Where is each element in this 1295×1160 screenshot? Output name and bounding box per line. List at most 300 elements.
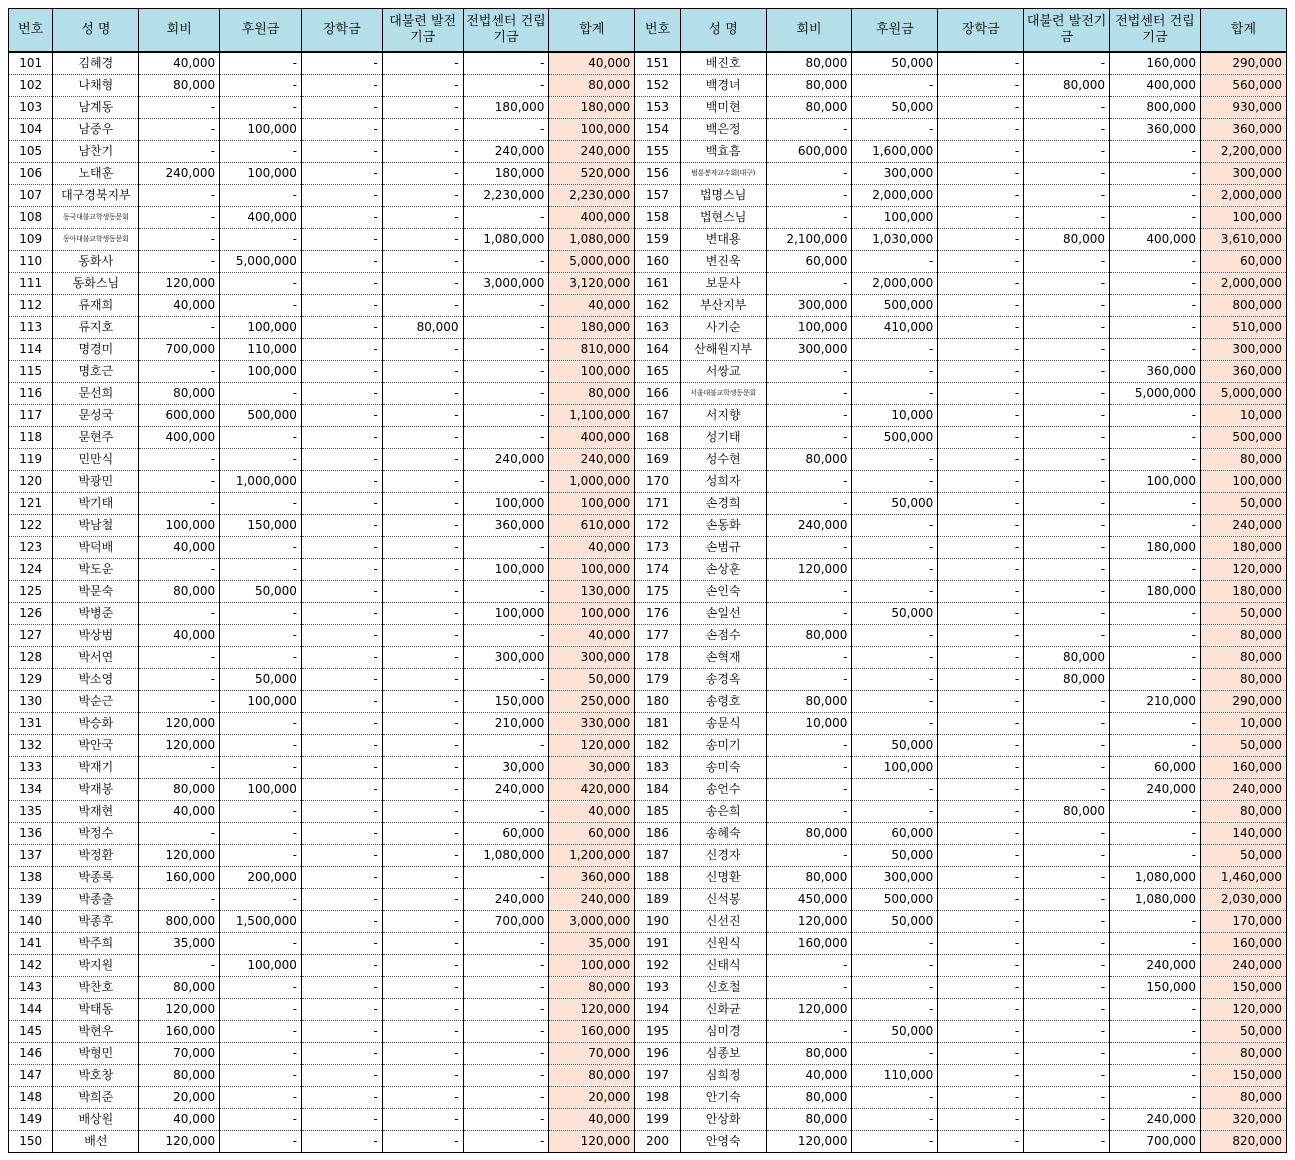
right-donation-amount: -: [852, 801, 938, 823]
right-row-number: 188: [635, 867, 680, 889]
left-kubf-fund-amount: -: [382, 713, 463, 735]
left-scholarship-amount: -: [301, 933, 382, 955]
left-center-fund-amount: -: [463, 735, 549, 757]
left-kubf-fund-amount: -: [382, 405, 463, 427]
right-member-name: 백경녀: [680, 75, 766, 97]
left-kubf-fund-amount: -: [382, 185, 463, 207]
left-member-name: 배선: [53, 1131, 139, 1153]
left-dues-amount: 160,000: [139, 867, 220, 889]
right-member-name: 배진호: [680, 52, 766, 75]
right-header-total: 합계: [1200, 9, 1286, 53]
right-scholarship-amount: -: [938, 1065, 1024, 1087]
left-scholarship-amount: -: [301, 845, 382, 867]
table-row: [9, 1131, 1287, 1153]
right-center-fund-amount: 400,000: [1110, 229, 1201, 251]
right-header-no: 번호: [635, 9, 680, 53]
left-member-name: 박종후: [53, 911, 139, 933]
right-total-amount: 2,030,000: [1200, 889, 1286, 911]
left-scholarship-amount: -: [301, 273, 382, 295]
right-center-fund-amount: -: [1110, 1065, 1201, 1087]
header-row: [9, 9, 1287, 53]
left-center-fund-amount: 300,000: [463, 647, 549, 669]
table-row: [9, 889, 1287, 911]
right-dues-amount: 80,000: [766, 867, 852, 889]
right-member-name: 변진욱: [680, 251, 766, 273]
right-member-name: 신화균: [680, 999, 766, 1021]
right-row-number: 192: [635, 955, 680, 977]
right-donation-amount: -: [852, 449, 938, 471]
right-row-number: 171: [635, 493, 680, 515]
right-total-amount: 560,000: [1200, 75, 1286, 97]
right-member-name: 신원식: [680, 933, 766, 955]
left-dues-amount: -: [139, 141, 220, 163]
left-center-fund-amount: 1,080,000: [463, 229, 549, 251]
right-row-number: 184: [635, 779, 680, 801]
right-donation-amount: -: [852, 471, 938, 493]
table-row: [9, 427, 1287, 449]
right-center-fund-amount: 240,000: [1110, 779, 1201, 801]
right-donation-amount: 10,000: [852, 405, 938, 427]
right-scholarship-amount: -: [938, 52, 1024, 75]
left-kubf-fund-amount: -: [382, 867, 463, 889]
left-row-number: 124: [9, 559, 53, 581]
left-total-amount: 40,000: [549, 801, 635, 823]
left-kubf-fund-amount: -: [382, 779, 463, 801]
right-donation-amount: 100,000: [852, 207, 938, 229]
right-donation-amount: 50,000: [852, 845, 938, 867]
right-donation-amount: -: [852, 713, 938, 735]
left-center-fund-amount: -: [463, 119, 549, 141]
right-center-fund-amount: -: [1110, 515, 1201, 537]
right-dues-amount: 300,000: [766, 339, 852, 361]
table-row: [9, 933, 1287, 955]
right-dues-amount: 80,000: [766, 691, 852, 713]
table-row: [9, 52, 1287, 75]
left-row-number: 115: [9, 361, 53, 383]
right-center-fund-amount: -: [1110, 449, 1201, 471]
left-center-fund-amount: -: [463, 581, 549, 603]
left-donation-amount: -: [220, 383, 302, 405]
left-header-total: 합계: [549, 9, 635, 53]
left-dues-amount: -: [139, 229, 220, 251]
right-scholarship-amount: -: [938, 493, 1024, 515]
left-kubf-fund-amount: -: [382, 515, 463, 537]
left-row-number: 118: [9, 427, 53, 449]
right-center-fund-amount: -: [1110, 999, 1201, 1021]
left-row-number: 133: [9, 757, 53, 779]
left-dues-amount: 40,000: [139, 52, 220, 75]
right-center-fund-amount: -: [1110, 713, 1201, 735]
left-scholarship-amount: -: [301, 911, 382, 933]
right-dues-amount: -: [766, 955, 852, 977]
right-dues-amount: 450,000: [766, 889, 852, 911]
left-row-number: 146: [9, 1043, 53, 1065]
right-scholarship-amount: -: [938, 581, 1024, 603]
right-dues-amount: -: [766, 185, 852, 207]
table-row: [9, 339, 1287, 361]
right-row-number: 193: [635, 977, 680, 999]
left-kubf-fund-amount: 80,000: [382, 317, 463, 339]
right-total-amount: 800,000: [1200, 295, 1286, 317]
left-donation-amount: -: [220, 625, 302, 647]
right-donation-amount: -: [852, 977, 938, 999]
right-center-fund-amount: -: [1110, 603, 1201, 625]
right-member-name: 안기숙: [680, 1087, 766, 1109]
right-scholarship-amount: -: [938, 317, 1024, 339]
right-dues-amount: -: [766, 405, 852, 427]
left-row-number: 104: [9, 119, 53, 141]
left-header-scholarship: 장학금: [301, 9, 382, 53]
right-member-name: 손일선: [680, 603, 766, 625]
right-kubf-fund-amount: -: [1024, 713, 1110, 735]
right-scholarship-amount: -: [938, 713, 1024, 735]
left-member-name: 민만식: [53, 449, 139, 471]
left-scholarship-amount: -: [301, 251, 382, 273]
right-center-fund-amount: -: [1110, 911, 1201, 933]
right-member-name: 변대용: [680, 229, 766, 251]
right-dues-amount: -: [766, 361, 852, 383]
right-row-number: 166: [635, 383, 680, 405]
right-donation-amount: -: [852, 625, 938, 647]
left-header-center-fund: 전법센터 건립기금: [463, 9, 549, 53]
table-row: [9, 691, 1287, 713]
right-kubf-fund-amount: -: [1024, 1131, 1110, 1153]
table-row: [9, 1087, 1287, 1109]
right-donation-amount: 50,000: [852, 52, 938, 75]
left-center-fund-amount: -: [463, 383, 549, 405]
left-kubf-fund-amount: -: [382, 581, 463, 603]
right-dues-amount: -: [766, 163, 852, 185]
left-row-number: 108: [9, 207, 53, 229]
left-member-name: 박남철: [53, 515, 139, 537]
right-center-fund-amount: -: [1110, 185, 1201, 207]
right-donation-amount: 50,000: [852, 97, 938, 119]
left-dues-amount: 40,000: [139, 625, 220, 647]
right-member-name: 보문사: [680, 273, 766, 295]
right-total-amount: 50,000: [1200, 603, 1286, 625]
left-row-number: 130: [9, 691, 53, 713]
right-row-number: 198: [635, 1087, 680, 1109]
left-donation-amount: -: [220, 427, 302, 449]
left-center-fund-amount: 700,000: [463, 911, 549, 933]
left-dues-amount: 40,000: [139, 537, 220, 559]
left-dues-amount: -: [139, 955, 220, 977]
right-kubf-fund-amount: -: [1024, 1109, 1110, 1131]
left-center-fund-amount: -: [463, 251, 549, 273]
right-kubf-fund-amount: -: [1024, 625, 1110, 647]
left-dues-amount: -: [139, 449, 220, 471]
left-total-amount: 35,000: [549, 933, 635, 955]
left-total-amount: 1,000,000: [549, 471, 635, 493]
left-scholarship-amount: -: [301, 559, 382, 581]
right-kubf-fund-amount: -: [1024, 207, 1110, 229]
right-center-fund-amount: 240,000: [1110, 955, 1201, 977]
left-member-name: 문현주: [53, 427, 139, 449]
left-total-amount: 240,000: [549, 889, 635, 911]
right-row-number: 162: [635, 295, 680, 317]
right-center-fund-amount: 400,000: [1110, 75, 1201, 97]
left-center-fund-amount: -: [463, 295, 549, 317]
left-scholarship-amount: -: [301, 97, 382, 119]
left-member-name: 류지호: [53, 317, 139, 339]
left-donation-amount: -: [220, 295, 302, 317]
right-scholarship-amount: -: [938, 471, 1024, 493]
left-dues-amount: -: [139, 691, 220, 713]
left-dues-amount: 120,000: [139, 999, 220, 1021]
table-row: [9, 317, 1287, 339]
left-kubf-fund-amount: -: [382, 845, 463, 867]
left-total-amount: 5,000,000: [549, 251, 635, 273]
left-header-donation: 후원금: [220, 9, 302, 53]
right-dues-amount: 80,000: [766, 1043, 852, 1065]
right-kubf-fund-amount: 80,000: [1024, 647, 1110, 669]
right-center-fund-amount: -: [1110, 1087, 1201, 1109]
left-scholarship-amount: -: [301, 823, 382, 845]
right-center-fund-amount: 160,000: [1110, 52, 1201, 75]
right-scholarship-amount: -: [938, 405, 1024, 427]
right-kubf-fund-amount: -: [1024, 889, 1110, 911]
left-center-fund-amount: -: [463, 1087, 549, 1109]
right-center-fund-amount: -: [1110, 625, 1201, 647]
left-row-number: 135: [9, 801, 53, 823]
right-dues-amount: -: [766, 845, 852, 867]
right-row-number: 175: [635, 581, 680, 603]
right-donation-amount: 500,000: [852, 889, 938, 911]
right-center-fund-amount: 180,000: [1110, 581, 1201, 603]
right-member-name: 송미숙: [680, 757, 766, 779]
left-dues-amount: 600,000: [139, 405, 220, 427]
left-kubf-fund-amount: -: [382, 229, 463, 251]
right-dues-amount: -: [766, 647, 852, 669]
right-dues-amount: 120,000: [766, 999, 852, 1021]
right-dues-amount: -: [766, 537, 852, 559]
table-row: [9, 273, 1287, 295]
right-total-amount: 300,000: [1200, 339, 1286, 361]
left-row-number: 134: [9, 779, 53, 801]
left-donation-amount: -: [220, 1021, 302, 1043]
left-total-amount: 1,080,000: [549, 229, 635, 251]
right-dues-amount: -: [766, 581, 852, 603]
left-center-fund-amount: 60,000: [463, 823, 549, 845]
right-scholarship-amount: -: [938, 757, 1024, 779]
left-center-fund-amount: 240,000: [463, 889, 549, 911]
table-row: [9, 537, 1287, 559]
right-row-number: 190: [635, 911, 680, 933]
right-center-fund-amount: 100,000: [1110, 471, 1201, 493]
left-row-number: 120: [9, 471, 53, 493]
right-donation-amount: -: [852, 1131, 938, 1153]
left-member-name: 박호창: [53, 1065, 139, 1087]
left-kubf-fund-amount: -: [382, 75, 463, 97]
right-donation-amount: -: [852, 581, 938, 603]
right-center-fund-amount: 150,000: [1110, 977, 1201, 999]
left-donation-amount: 100,000: [220, 779, 302, 801]
right-center-fund-amount: -: [1110, 559, 1201, 581]
left-dues-amount: -: [139, 647, 220, 669]
left-dues-amount: 80,000: [139, 75, 220, 97]
left-scholarship-amount: -: [301, 1087, 382, 1109]
right-scholarship-amount: -: [938, 75, 1024, 97]
table-row: [9, 999, 1287, 1021]
right-row-number: 186: [635, 823, 680, 845]
left-member-name: 문성국: [53, 405, 139, 427]
left-member-name: 노태훈: [53, 163, 139, 185]
left-dues-amount: 80,000: [139, 977, 220, 999]
right-kubf-fund-amount: -: [1024, 361, 1110, 383]
left-center-fund-amount: -: [463, 1131, 549, 1153]
right-scholarship-amount: -: [938, 955, 1024, 977]
left-total-amount: 1,100,000: [549, 405, 635, 427]
right-header-name: 성 명: [680, 9, 766, 53]
right-row-number: 194: [635, 999, 680, 1021]
left-kubf-fund-amount: -: [382, 471, 463, 493]
right-center-fund-amount: -: [1110, 933, 1201, 955]
right-kubf-fund-amount: -: [1024, 603, 1110, 625]
left-total-amount: 50,000: [549, 669, 635, 691]
left-member-name: 박형민: [53, 1043, 139, 1065]
left-row-number: 147: [9, 1065, 53, 1087]
right-total-amount: 50,000: [1200, 1021, 1286, 1043]
right-scholarship-amount: -: [938, 141, 1024, 163]
right-scholarship-amount: -: [938, 229, 1024, 251]
right-row-number: 200: [635, 1131, 680, 1153]
right-member-name: 성희자: [680, 471, 766, 493]
table-row: [9, 801, 1287, 823]
left-center-fund-amount: -: [463, 537, 549, 559]
right-kubf-fund-amount: -: [1024, 757, 1110, 779]
left-scholarship-amount: -: [301, 537, 382, 559]
left-total-amount: 60,000: [549, 823, 635, 845]
right-total-amount: 150,000: [1200, 1065, 1286, 1087]
left-kubf-fund-amount: -: [382, 801, 463, 823]
right-row-number: 159: [635, 229, 680, 251]
left-total-amount: 180,000: [549, 317, 635, 339]
left-scholarship-amount: -: [301, 1065, 382, 1087]
left-center-fund-amount: -: [463, 801, 549, 823]
right-dues-amount: 600,000: [766, 141, 852, 163]
right-member-name: 손혁재: [680, 647, 766, 669]
right-total-amount: 360,000: [1200, 119, 1286, 141]
left-row-number: 141: [9, 933, 53, 955]
left-center-fund-amount: -: [463, 471, 549, 493]
left-total-amount: 40,000: [549, 295, 635, 317]
right-center-fund-amount: -: [1110, 273, 1201, 295]
right-dues-amount: -: [766, 1021, 852, 1043]
right-center-fund-amount: -: [1110, 427, 1201, 449]
left-row-number: 148: [9, 1087, 53, 1109]
left-scholarship-amount: -: [301, 1021, 382, 1043]
right-center-fund-amount: 240,000: [1110, 1109, 1201, 1131]
table-row: [9, 229, 1287, 251]
right-member-name: 안상화: [680, 1109, 766, 1131]
right-dues-amount: 80,000: [766, 449, 852, 471]
left-scholarship-amount: -: [301, 581, 382, 603]
left-donation-amount: -: [220, 229, 302, 251]
right-center-fund-amount: 60,000: [1110, 757, 1201, 779]
right-scholarship-amount: -: [938, 295, 1024, 317]
right-donation-amount: -: [852, 75, 938, 97]
left-total-amount: 360,000: [549, 867, 635, 889]
left-donation-amount: 50,000: [220, 581, 302, 603]
right-scholarship-amount: -: [938, 977, 1024, 999]
right-dues-amount: 100,000: [766, 317, 852, 339]
left-center-fund-amount: -: [463, 1043, 549, 1065]
left-scholarship-amount: -: [301, 75, 382, 97]
left-kubf-fund-amount: -: [382, 339, 463, 361]
right-scholarship-amount: -: [938, 691, 1024, 713]
left-total-amount: 400,000: [549, 427, 635, 449]
right-donation-amount: 50,000: [852, 493, 938, 515]
left-dues-amount: 240,000: [139, 163, 220, 185]
left-row-number: 101: [9, 52, 53, 75]
right-total-amount: 80,000: [1200, 669, 1286, 691]
right-donation-amount: -: [852, 999, 938, 1021]
table-row: [9, 603, 1287, 625]
left-dues-amount: 160,000: [139, 1021, 220, 1043]
right-dues-amount: 80,000: [766, 625, 852, 647]
left-row-number: 105: [9, 141, 53, 163]
donation-ledger-sheet: [8, 8, 1287, 1153]
right-scholarship-amount: -: [938, 625, 1024, 647]
right-donation-amount: 100,000: [852, 757, 938, 779]
left-donation-amount: -: [220, 1043, 302, 1065]
right-scholarship-amount: -: [938, 999, 1024, 1021]
right-center-fund-amount: 1,080,000: [1110, 889, 1201, 911]
left-scholarship-amount: -: [301, 1043, 382, 1065]
right-donation-amount: 1,600,000: [852, 141, 938, 163]
right-donation-amount: -: [852, 361, 938, 383]
left-scholarship-amount: -: [301, 889, 382, 911]
right-row-number: 153: [635, 97, 680, 119]
right-dues-amount: -: [766, 273, 852, 295]
right-total-amount: 500,000: [1200, 427, 1286, 449]
left-kubf-fund-amount: -: [382, 647, 463, 669]
left-member-name: 박종록: [53, 867, 139, 889]
left-header-kubf-fund: 대불련 발전기금: [382, 9, 463, 53]
right-dues-amount: -: [766, 471, 852, 493]
left-member-name: 박찬호: [53, 977, 139, 999]
left-row-number: 122: [9, 515, 53, 537]
right-row-number: 196: [635, 1043, 680, 1065]
left-total-amount: 240,000: [549, 141, 635, 163]
table-row: [9, 295, 1287, 317]
right-center-fund-amount: 800,000: [1110, 97, 1201, 119]
table-row: [9, 1043, 1287, 1065]
right-scholarship-amount: -: [938, 801, 1024, 823]
left-scholarship-amount: -: [301, 471, 382, 493]
left-scholarship-amount: -: [301, 383, 382, 405]
left-center-fund-amount: 3,000,000: [463, 273, 549, 295]
right-header-scholarship: 장학금: [938, 9, 1024, 53]
left-dues-amount: -: [139, 251, 220, 273]
left-total-amount: 330,000: [549, 713, 635, 735]
right-total-amount: 3,610,000: [1200, 229, 1286, 251]
table-row: [9, 163, 1287, 185]
right-total-amount: 100,000: [1200, 207, 1286, 229]
left-center-fund-amount: 150,000: [463, 691, 549, 713]
right-donation-amount: 1,030,000: [852, 229, 938, 251]
right-donation-amount: -: [852, 251, 938, 273]
left-center-fund-amount: 240,000: [463, 779, 549, 801]
right-kubf-fund-amount: 80,000: [1024, 75, 1110, 97]
left-scholarship-amount: -: [301, 691, 382, 713]
left-dues-amount: 80,000: [139, 1065, 220, 1087]
right-total-amount: 50,000: [1200, 493, 1286, 515]
left-dues-amount: -: [139, 559, 220, 581]
left-member-name: 박종출: [53, 889, 139, 911]
left-center-fund-amount: 180,000: [463, 97, 549, 119]
right-row-number: 177: [635, 625, 680, 647]
